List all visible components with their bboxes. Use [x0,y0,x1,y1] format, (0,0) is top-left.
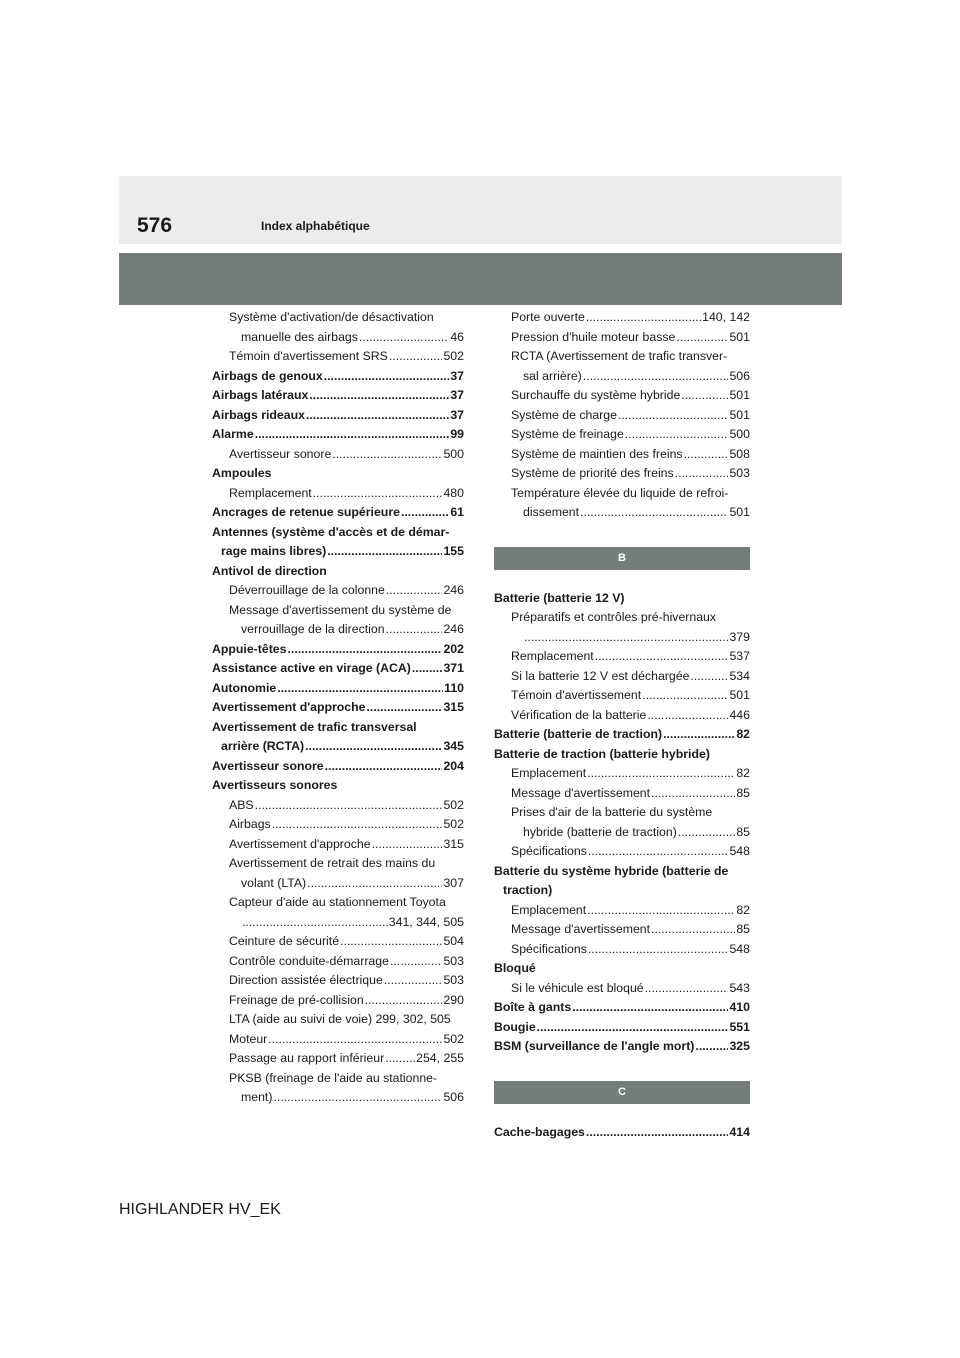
entry-term: BSM (surveillance de l'angle mort) [494,1039,695,1053]
index-entry [494,686,750,706]
index-entry [212,386,464,406]
index-entry [494,979,750,999]
entry-term: Préparatifs et contrôles pré-hivernaux [511,610,717,624]
dot-leader [365,991,443,1011]
dot-leader [587,901,735,921]
entry-term: Système de charge [511,407,617,422]
entry-page-ref[interactable]: 503 [443,973,464,987]
index-entry [494,503,750,523]
entry-term: Si la batterie 12 V est déchargée [511,668,690,683]
entry-page-ref[interactable]: 246 [443,583,464,597]
index-entry [494,998,750,1018]
entry-page-ref[interactable]: 504 [443,934,464,948]
entry-page-ref[interactable]: 37 [450,388,464,402]
dot-leader [272,815,443,835]
model-footer: HIGHLANDER HV_EK [119,1201,281,1218]
entry-term: Message d'avertissement [511,922,651,936]
entry-page-ref[interactable]: 315 [443,700,464,714]
dot-leader [268,1030,442,1050]
dot-leader [675,464,729,484]
index-entry [494,940,750,960]
entry-term: Alarme [212,427,254,441]
index-entry [494,347,750,367]
page-header-bar [119,176,842,244]
index-entry [212,1069,464,1089]
index-entry [212,581,464,601]
entry-term: Avertissement d'approche [229,836,371,851]
entry-term: Batterie (batterie 12 V) [494,590,625,605]
entry-term: Airbags de genoux [212,368,323,383]
index-entry [212,523,464,543]
dot-leader [255,796,443,816]
index-entry [494,464,750,484]
dot-leader [588,940,729,960]
index-entry [212,1010,464,1030]
index-entry [494,647,750,667]
dot-leader [386,620,443,640]
dot-leader [587,764,735,784]
dot-leader [524,628,728,648]
dot-leader [306,406,449,426]
dot-leader [586,308,701,328]
section-title: Index alphabétique [261,219,370,233]
index-entry [212,1030,464,1050]
entry-term: Déverrouillage de la colonne [229,583,385,597]
entry-page-ref[interactable]: 379 [729,629,750,644]
index-entry [212,679,464,699]
dot-leader [537,1018,729,1038]
entry-page-ref[interactable]: 246 [443,622,464,636]
dot-leader [305,737,442,757]
entry-page-ref[interactable]: 537 [729,649,750,663]
index-entry [212,776,464,796]
index-entry [212,542,464,562]
index-entry [494,1037,750,1057]
entry-page-ref[interactable]: 82 [736,727,750,741]
entry-term: traction) [503,883,553,897]
entry-term: Boîte à gants [494,1000,572,1014]
entry-page-ref[interactable]: 500 [443,446,464,461]
index-entry [494,628,750,648]
entry-page-ref[interactable]: 110 [444,680,464,695]
entry-page-ref[interactable]: 502 [443,349,464,363]
dot-leader [327,542,442,562]
index-entry [212,464,464,484]
index-entry [494,406,750,426]
index-entry [494,425,750,445]
entry-term: Avertisseurs sonores [212,778,338,792]
entry-term: Surchauffe du système hybride [511,388,681,402]
entry-term: verrouillage de la direction [241,622,385,636]
entry-term: Système de priorité des freins [511,466,674,480]
entry-term: Témoin d'avertissement [511,688,642,702]
entry-term: Avertisseur sonore [229,446,332,461]
entry-term: Appuie-têtes [212,641,287,656]
entry-page-ref[interactable]: 61 [450,505,464,519]
entry-term: rage mains libres) [221,544,327,558]
index-entry [494,1123,750,1143]
index-entry [212,484,464,504]
entry-term: Témoin d'avertissement SRS [229,349,388,363]
index-entry [494,920,750,940]
index-column-left [212,308,464,1108]
entry-term: Spécifications [511,844,587,858]
entry-page-ref[interactable]: 82 [736,766,750,780]
entry-term: Batterie de traction (batterie hybride) [494,746,710,761]
entry-term: Antennes (système d'accès et de démar- [212,524,450,539]
entry-page-ref[interactable]: 85 [736,785,750,800]
entry-page-ref[interactable]: 315 [443,836,464,851]
entry-page-ref[interactable]: 140, 142 [702,310,750,324]
index-entry [212,757,464,777]
entry-page-ref[interactable]: 341, 344, 505 [388,914,464,929]
dot-leader [595,647,729,667]
index-entry [494,901,750,921]
index-entry [212,1049,464,1069]
entry-page-ref[interactable]: 82 [736,902,750,917]
entry-page-ref[interactable]: 502 [443,1031,464,1046]
index-entry [212,308,464,328]
dot-leader [651,920,735,940]
dot-leader [277,679,443,699]
index-entry [212,367,464,387]
entry-term: Airbags [229,817,271,831]
entry-term: ment) [241,1090,273,1104]
entry-term: Prises d'air de la batterie du système [511,805,713,819]
entry-term: manuelle des airbags [241,329,358,344]
entry-term: Freinage de pré-collision [229,992,364,1007]
index-entry [212,796,464,816]
index-entry [494,386,750,406]
index-entry [212,835,464,855]
dot-leader [390,952,443,972]
entry-term: hybride (batterie de traction) [523,824,677,839]
dot-leader [695,1037,728,1057]
entry-term: Message d'avertissement [511,785,651,800]
dot-leader [332,445,442,465]
entry-page-ref[interactable]: 155 [443,544,464,558]
entry-term: Système de maintien des freins [511,446,683,461]
index-entry [494,667,750,687]
dot-leader [588,842,729,862]
index-entry [494,367,750,387]
dot-leader [651,784,735,804]
letter-section-band: B [494,547,750,570]
index-entry [494,745,750,765]
entry-term: Porte ouverte [511,310,585,324]
index-entry [212,913,464,933]
entry-page-ref[interactable]: 290 [443,992,464,1007]
index-entry [212,328,464,348]
dot-leader [401,503,449,523]
entry-term: sal arrière) [523,368,582,383]
entry-term: LTA (aide au suivi de voie) 299, 302, 505 [229,1012,451,1026]
page-number: 576 [137,214,173,237]
index-entry [494,959,750,979]
index-entry [212,347,464,367]
index-entry [212,640,464,660]
dot-leader [273,1088,442,1108]
entry-term: Remplacement [511,649,594,663]
index-entry [494,823,750,843]
header-band [119,253,842,305]
dot-leader [313,484,443,504]
dot-leader [583,367,729,387]
dot-leader [386,581,443,601]
dot-leader [676,328,728,348]
entry-term: Spécifications [511,941,587,956]
entry-page-ref[interactable]: 501 [729,688,750,702]
index-entry [494,862,750,882]
entry-term: Passage au rapport inférieur [229,1051,385,1065]
entry-term: Airbags latéraux [212,388,309,402]
entry-page-ref[interactable]: 202 [443,641,464,656]
entry-term: Système de freinage [511,427,624,441]
dot-leader [647,706,728,726]
entry-term: Contrôle conduite-démarrage [229,953,389,968]
entry-page-ref[interactable]: 503 [443,953,464,968]
entry-term: RCTA (Avertissement de trafic transver- [511,349,728,363]
entry-term: Ceinture de sécurité [229,934,340,948]
entry-page-ref[interactable]: 548 [729,941,750,956]
entry-page-ref[interactable]: 534 [729,668,750,683]
entry-page-ref[interactable]: 543 [729,980,750,995]
entry-term: Système d'activation/de désactivation [229,310,434,324]
index-entry [494,803,750,823]
index-entry [494,484,750,504]
letter-section-band: C [494,1081,750,1104]
entry-term: Avertissement de trafic transversal [212,719,417,734]
dot-leader [389,347,443,367]
entry-page-ref[interactable]: 500 [729,427,750,441]
entry-term: Autonomie [212,680,277,695]
entry-term: Ancrages de retenue supérieure [212,505,400,519]
entry-term: Direction assistée électrique [229,973,383,987]
entry-page-ref[interactable]: 99 [450,427,464,441]
dot-leader [412,659,443,679]
index-entry [494,725,750,745]
index-entry [212,932,464,952]
entry-page-ref[interactable]: 46 [450,329,464,344]
entry-page-ref[interactable]: 501 [729,407,750,422]
entry-term: Bougie [494,1019,536,1034]
dot-leader [618,406,729,426]
entry-page-ref[interactable]: 506 [443,1090,464,1104]
index-entry [212,698,464,718]
index-entry [494,1018,750,1038]
entry-term: Avertisseur sonore [212,758,324,773]
dot-leader [367,698,443,718]
entry-page-ref[interactable]: 37 [450,368,464,383]
entry-page-ref[interactable]: 446 [729,707,750,722]
index-entry [494,706,750,726]
entry-term: Température élevée du liquide de refroi- [511,485,729,500]
dot-leader [678,823,736,843]
dot-leader [385,1049,415,1069]
index-entry [494,784,750,804]
dot-leader [325,757,443,777]
index-entry [494,308,750,328]
entry-term: Remplacement [229,485,312,500]
index-entry [212,893,464,913]
entry-page-ref[interactable]: 502 [443,817,464,831]
entry-page-ref[interactable]: 501 [729,505,750,519]
dot-leader [309,386,449,406]
dot-leader [586,1123,729,1143]
index-entry [212,562,464,582]
index-entry [494,589,750,609]
entry-page-ref[interactable]: 37 [450,407,464,422]
entry-page-ref[interactable]: 414 [729,1124,750,1139]
entry-page-ref[interactable]: 85 [736,922,750,936]
dot-leader [642,686,728,706]
entry-term: Si le véhicule est bloqué [511,980,644,995]
index-entry [494,881,750,901]
index-entry [212,503,464,523]
entry-page-ref[interactable]: 85 [736,824,750,839]
entry-page-ref[interactable]: 325 [729,1039,750,1053]
entry-term: Capteur d'aide au stationnement Toyota [229,895,446,909]
entry-term: ABS [229,797,254,812]
index-entry [212,991,464,1011]
dot-leader [645,979,729,999]
index-entry [212,1088,464,1108]
index-entry [494,842,750,862]
entry-term: dissement [523,505,580,519]
entry-term: arrière (RCTA) [221,739,305,753]
entry-term: Avertissement de retrait des mains du [229,856,436,870]
entry-page-ref[interactable]: 254, 255 [416,1051,464,1065]
entry-term: Message d'avertissement du système de [229,602,452,617]
entry-term: Emplacement [511,766,587,780]
dot-leader [572,998,728,1018]
entry-page-ref[interactable]: 551 [729,1019,750,1034]
index-entry [212,425,464,445]
index-entry [212,718,464,738]
entry-term: Ampoules [212,466,272,480]
index-entry [212,601,464,621]
index-entry [212,874,464,894]
dot-leader [287,640,442,660]
dot-leader [324,367,450,387]
dot-leader [242,913,388,933]
entry-term: Pression d'huile moteur basse [511,329,676,344]
entry-page-ref[interactable]: 345 [443,739,464,753]
entry-term: PKSB (freinage de l'aide au stationne- [229,1070,438,1085]
dot-leader [384,971,443,991]
entry-page-ref[interactable]: 501 [729,388,750,402]
index-entry [212,952,464,972]
entry-term: Airbags rideaux [212,407,305,422]
entry-term: Antivol de direction [212,563,327,578]
dot-leader [307,874,442,894]
index-entry [212,854,464,874]
entry-page-ref[interactable]: 548 [729,844,750,858]
dot-leader [580,503,728,523]
dot-leader [340,932,442,952]
entry-page-ref[interactable]: 480 [443,485,464,500]
entry-term: Assistance active en virage (ACA) [212,661,411,675]
index-entry [212,406,464,426]
dot-leader [359,328,449,348]
entry-term: volant (LTA) [241,875,307,890]
entry-page-ref[interactable]: 506 [729,368,750,383]
index-entry [212,971,464,991]
entry-term: Vérification de la batterie [511,707,647,722]
index-column-right [494,308,750,1142]
entry-page-ref[interactable]: 503 [729,466,750,480]
dot-leader [684,445,729,465]
dot-leader [625,425,729,445]
dot-leader [690,667,728,687]
entry-term: Emplacement [511,902,587,917]
index-entry [494,445,750,465]
index-entry [212,620,464,640]
entry-page-ref[interactable]: 204 [443,758,464,773]
entry-term: Avertissement d'approche [212,700,366,714]
index-entry [494,328,750,348]
index-entry [494,608,750,628]
dot-leader [681,386,728,406]
entry-term: Bloqué [494,961,536,975]
dot-leader [663,725,735,745]
dot-leader [255,425,450,445]
entry-page-ref[interactable]: 410 [729,1000,750,1014]
entry-page-ref[interactable]: 501 [729,329,750,344]
index-entry [494,764,750,784]
entry-term: Batterie du système hybride (batterie de [494,863,729,878]
index-entry [212,445,464,465]
entry-term: Cache-bagages [494,1124,585,1139]
entry-page-ref[interactable]: 502 [443,797,464,812]
entry-page-ref[interactable]: 371 [443,661,464,675]
index-entry [212,659,464,679]
index-entry [212,737,464,757]
entry-term: Batterie (batterie de traction) [494,727,663,741]
entry-term: Moteur [229,1031,268,1046]
dot-leader [372,835,443,855]
index-entry [212,815,464,835]
entry-page-ref[interactable]: 508 [729,446,750,461]
entry-page-ref[interactable]: 307 [443,875,464,890]
